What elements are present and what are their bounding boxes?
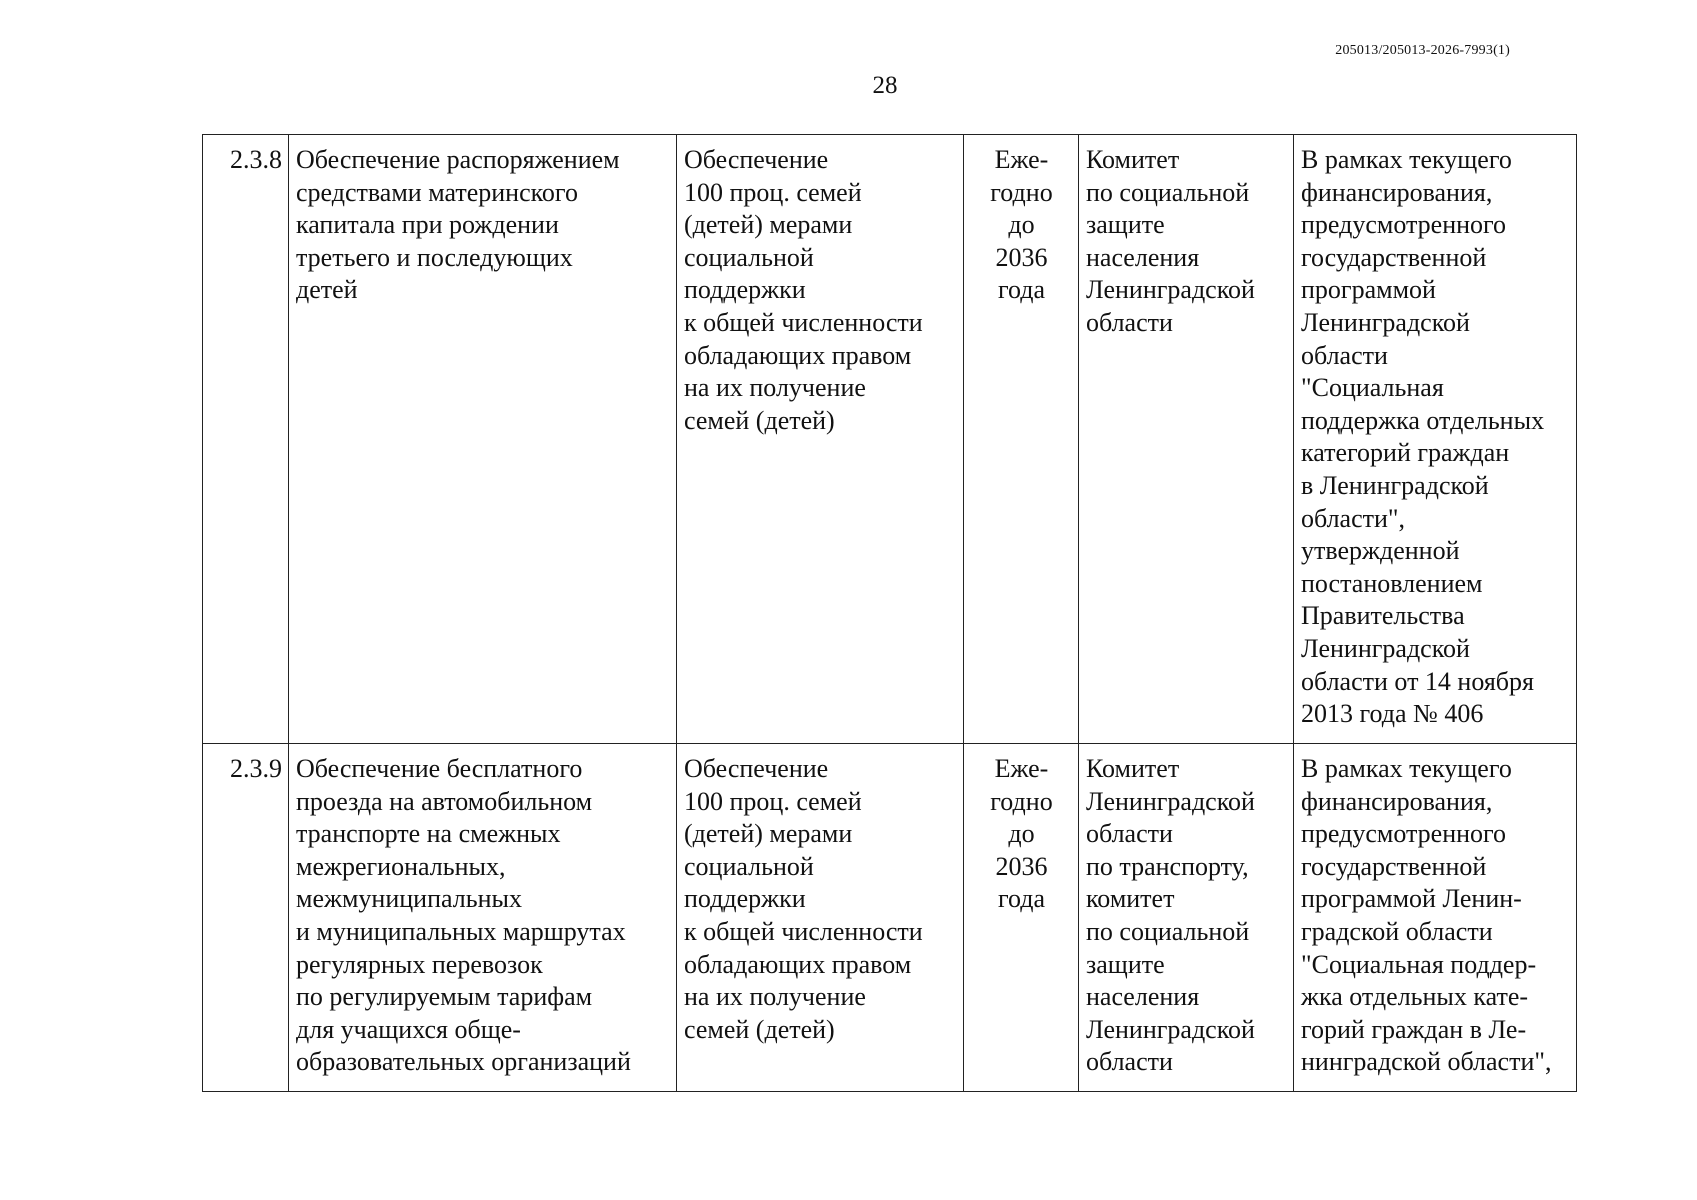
- item-number-cell: 2.3.9: [203, 744, 289, 1092]
- table-row: [203, 135, 1577, 744]
- executor-cell: Комитет по социальной защите населения Ленинградской области: [1079, 135, 1294, 744]
- event-cell: Обеспечение распоряжением средствами материнского капитала при рождении третьего и последующих детей: [289, 135, 677, 744]
- indicator-cell: Обеспечение 100 проц. семей (детей) мерами социальной поддержки к общей численности обладающих правом на их получение семей (детей): [677, 744, 964, 1092]
- term-cell: Еже- годно до 2036 года: [964, 744, 1079, 1092]
- document-registration-number: 205013/205013-2026-7993(1): [1335, 43, 1510, 58]
- indicator-cell: Обеспечение 100 проц. семей (детей) мерами социальной поддержки к общей численности обладающих правом на их получение семей (детей): [677, 135, 964, 744]
- term-cell: Еже- годно до 2036 года: [964, 135, 1079, 744]
- action-plan-table: [202, 134, 1577, 1092]
- financing-cell: В рамках текущего финансирования, предусмотренного государственной программой Ленин- градской области "Социальная поддер- жка отдельных кате- горий граждан в Ле- нинградской области",: [1294, 744, 1577, 1092]
- page-number: 28: [872, 72, 898, 99]
- event-cell: Обеспечение бесплатного проезда на автомобильном транспорте на смежных межрегиональных, межмуниципальных и муниципальных маршрутах регулярных перевозок по регулируемым тарифам для учащихся обще- образовательных организаций: [289, 744, 677, 1092]
- table-row: [203, 744, 1577, 1092]
- financing-cell: В рамках текущего финансирования, предусмотренного государственной программой Ленинградской области "Социальная поддержка отдельных категорий граждан в Ленинградской области", утвержденной постановлением Правительства Ленинградской области от 14 ноября 2013 года № 406: [1294, 135, 1577, 744]
- executor-cell: Комитет Ленинградской области по транспорту, комитет по социальной защите населения Ленинградской области: [1079, 744, 1294, 1092]
- item-number-cell: 2.3.8: [203, 135, 289, 744]
